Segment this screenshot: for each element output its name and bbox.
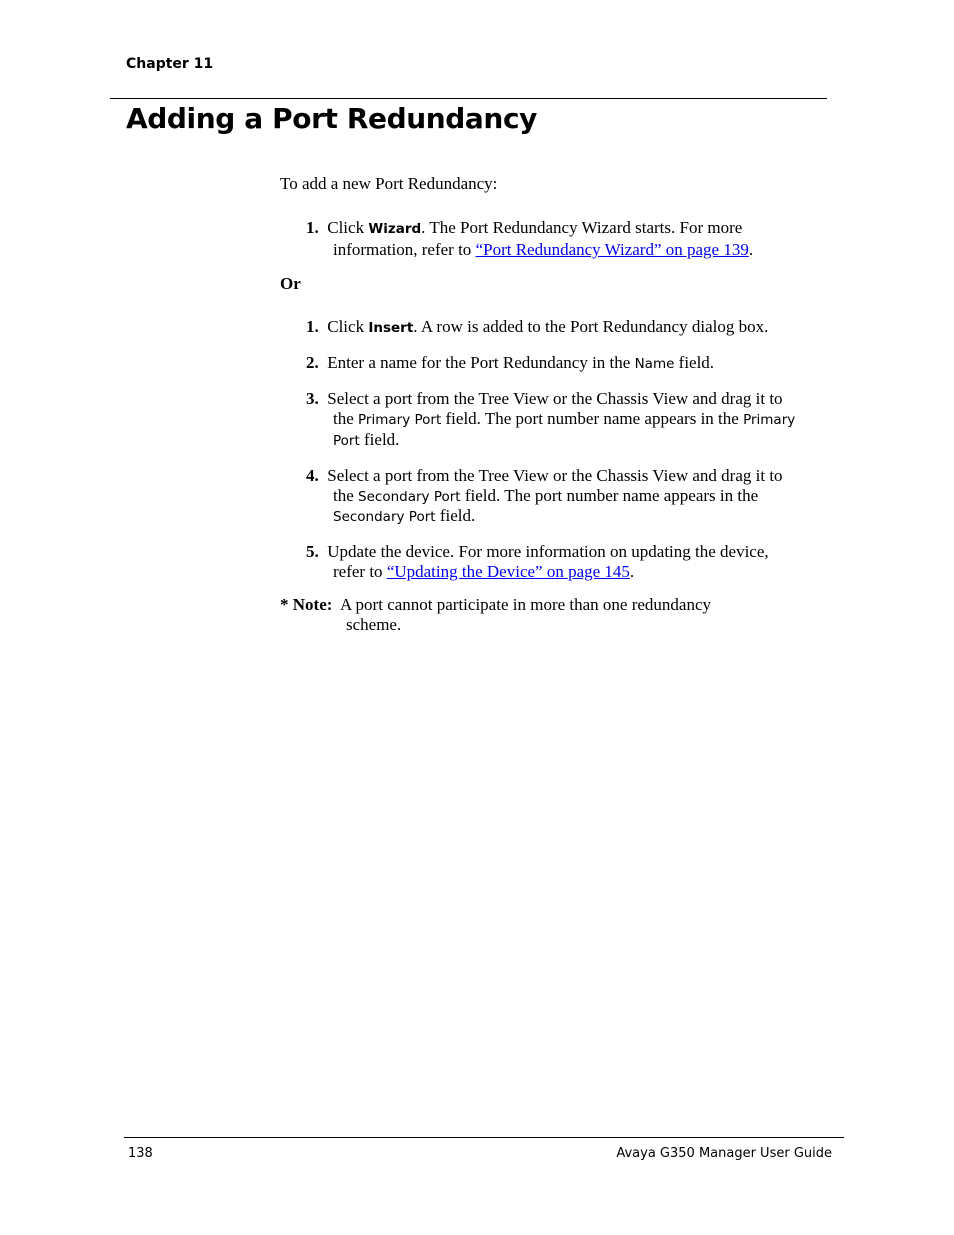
step-text: Click: [327, 317, 369, 336]
or-label: Or: [280, 274, 301, 293]
step-text: field.: [674, 353, 715, 372]
insert-step-3-line-2: [333, 408, 795, 431]
insert-step-2: [306, 352, 714, 375]
step-number: 1.: [306, 218, 319, 237]
insert-ui-term: Insert: [368, 320, 414, 336]
guide-title: Avaya G350 Manager User Guide: [616, 1146, 832, 1161]
secondary-port-ui-term: Secondary Port: [333, 509, 436, 525]
insert-step-1: [306, 316, 768, 339]
insert-step-4-line-3: [333, 505, 475, 528]
header-rule: [110, 98, 827, 99]
step-text: Enter a name for the Port Redundancy in the: [327, 353, 635, 372]
insert-step-3-line-1: [306, 388, 783, 409]
insert-step-4-line-1: [306, 465, 783, 486]
step-number: 1.: [306, 317, 319, 336]
step-text: information, refer to: [333, 240, 476, 259]
note-label: * Note:: [280, 595, 333, 614]
updating-the-device-link[interactable]: “Updating the Device” on page 145: [386, 562, 630, 581]
step-text: field.: [435, 506, 476, 525]
step-text: Select a port from the Tree View or the Chassis View and drag it to: [327, 466, 783, 485]
step-text: .: [748, 240, 754, 259]
step-text: Select a port from the Tree View or the Chassis View and drag it to: [327, 389, 783, 408]
primary-ui-term: Primary: [743, 412, 796, 428]
footer-rule: [124, 1137, 844, 1138]
step-text: . The Port Redundancy Wizard starts. For more: [421, 218, 743, 237]
step-text: the: [333, 409, 359, 428]
step-text: .: [629, 562, 635, 581]
wizard-step-1-line-1: [306, 217, 742, 240]
port-ui-term: Port: [333, 433, 360, 449]
step-text: the: [333, 486, 359, 505]
note-text: A port cannot participate in more than one redundancy: [339, 595, 712, 614]
page-number: 138: [128, 1146, 153, 1161]
step-text: . A row is added to the Port Redundancy dialog box.: [413, 317, 769, 336]
wizard-step-1-line-2: [333, 239, 753, 260]
step-number: 5.: [306, 542, 319, 561]
page-title: Adding a Port Redundancy: [126, 102, 538, 135]
port-redundancy-wizard-link[interactable]: “Port Redundancy Wizard” on page 139: [475, 240, 749, 259]
intro-text: To add a new Port Redundancy:: [280, 174, 498, 193]
insert-step-5-line-1: [306, 541, 769, 562]
name-ui-term: Name: [634, 356, 675, 372]
step-number: 4.: [306, 466, 319, 485]
chapter-label: Chapter 11: [126, 56, 214, 72]
insert-step-3-line-3: [333, 429, 399, 452]
step-number: 3.: [306, 389, 319, 408]
step-text: Click: [327, 218, 369, 237]
secondary-port-ui-term: Secondary Port: [358, 489, 461, 505]
primary-port-ui-term: Primary Port: [358, 412, 442, 428]
step-text: field.: [359, 430, 400, 449]
step-text: refer to: [333, 562, 387, 581]
insert-step-5-line-2: [333, 561, 634, 582]
note-line-1: [280, 594, 711, 615]
wizard-ui-term: Wizard: [368, 221, 422, 237]
step-text: field. The port number name appears in the: [441, 409, 744, 428]
step-text: field. The port number name appears in the: [460, 486, 759, 505]
note-line-2: scheme.: [346, 615, 402, 634]
step-text: Update the device. For more information on updating the device,: [327, 542, 769, 561]
step-number: 2.: [306, 353, 319, 372]
